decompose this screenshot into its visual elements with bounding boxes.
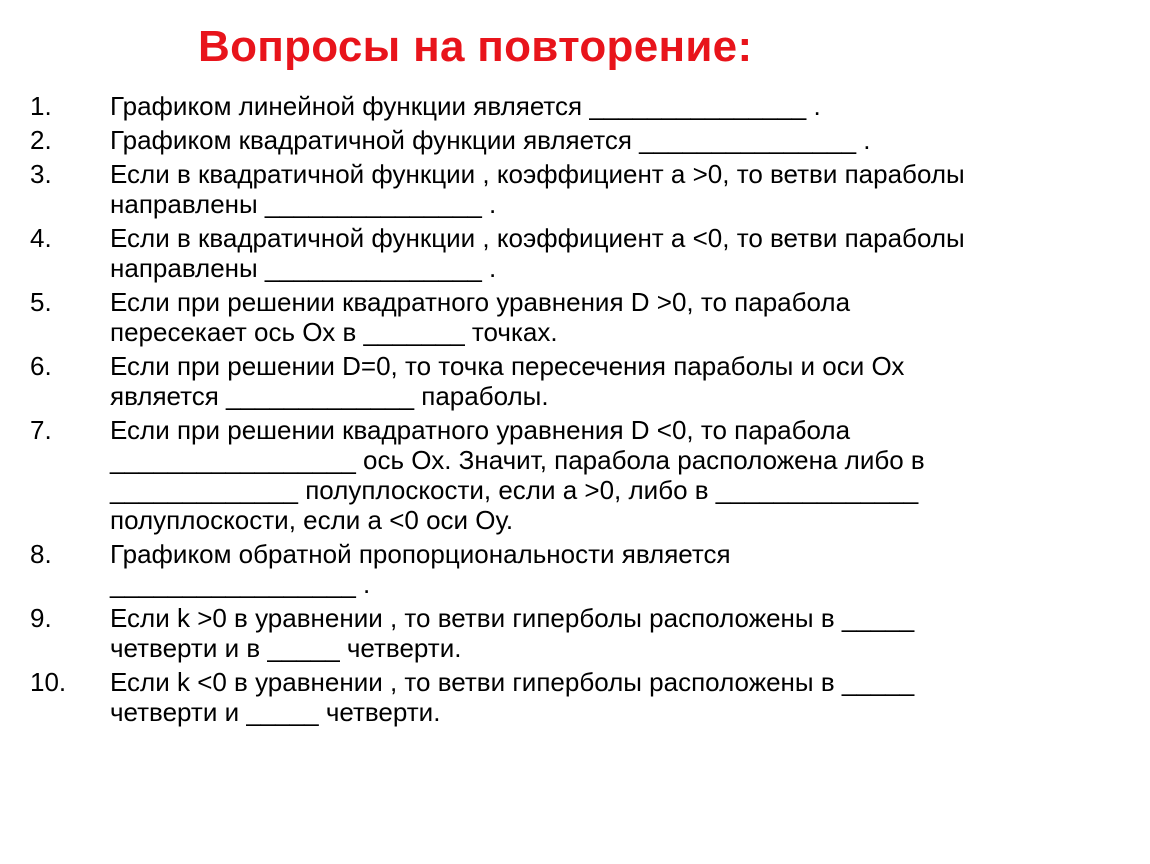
question-item-2 <box>30 125 1140 155</box>
question-item-5 <box>30 287 1140 347</box>
question-text: пересекает ось Ох в _______ точках. <box>110 317 558 347</box>
question-number: 7. <box>30 415 52 445</box>
question-text: Графиком линейной функции является _______________ . <box>110 91 821 121</box>
question-text: четверти и _____ четверти. <box>110 697 441 727</box>
question-text: Если при решении квадратного уравнения D <0, то парабола <box>110 415 851 445</box>
question-item-7 <box>30 415 1140 535</box>
question-text: Если в квадратичной функции , коэффициент а <0, то ветви параболы <box>110 223 965 253</box>
question-text: четверти и в _____ четверти. <box>110 633 462 663</box>
question-number: 3. <box>30 159 52 189</box>
question-text: _____________ полуплоскости, если а >0, либо в ______________ <box>110 475 919 505</box>
question-text: Если k <0 в уравнении , то ветви гиперболы расположены в _____ <box>110 667 915 697</box>
question-number: 8. <box>30 539 52 569</box>
question-text: направлены _______________ . <box>110 189 497 219</box>
question-item-10 <box>30 667 1140 727</box>
question-number: 5. <box>30 287 52 317</box>
question-text: полуплоскости, если а <0 оси Оу. <box>110 505 514 535</box>
question-text: _________________ . <box>110 569 371 599</box>
question-text: Если при решении D=0, то точка пересечения параболы и оси Ох <box>110 351 905 381</box>
question-item-9 <box>30 603 1140 663</box>
question-text: _________________ ось Ох. Значит, парабола расположена либо в <box>110 445 925 475</box>
question-text: Если в квадратичной функции , коэффициент а >0, то ветви параболы <box>110 159 965 189</box>
question-text: является _____________ параболы. <box>110 381 549 411</box>
question-item-6 <box>30 351 1140 411</box>
question-text: Графиком обратной пропорциональности является <box>110 539 731 569</box>
question-number: 2. <box>30 125 52 155</box>
question-text: Если при решении квадратного уравнения D >0, то парабола <box>110 287 851 317</box>
question-item-4 <box>30 223 1140 283</box>
question-item-1 <box>30 91 1140 121</box>
question-text: Графиком квадратичной функции является _______________ . <box>110 125 871 155</box>
question-text: Если k >0 в уравнении , то ветви гиперболы расположены в _____ <box>110 603 915 633</box>
question-number: 1. <box>30 91 52 121</box>
question-number: 10. <box>30 667 67 697</box>
question-item-8 <box>30 539 1140 599</box>
question-number: 6. <box>30 351 52 381</box>
question-number: 4. <box>30 223 52 253</box>
question-item-3 <box>30 159 1140 219</box>
question-list <box>30 91 1140 731</box>
slide-title: Вопросы на повторение: <box>198 22 753 71</box>
question-text: направлены _______________ . <box>110 253 497 283</box>
question-number: 9. <box>30 603 52 633</box>
